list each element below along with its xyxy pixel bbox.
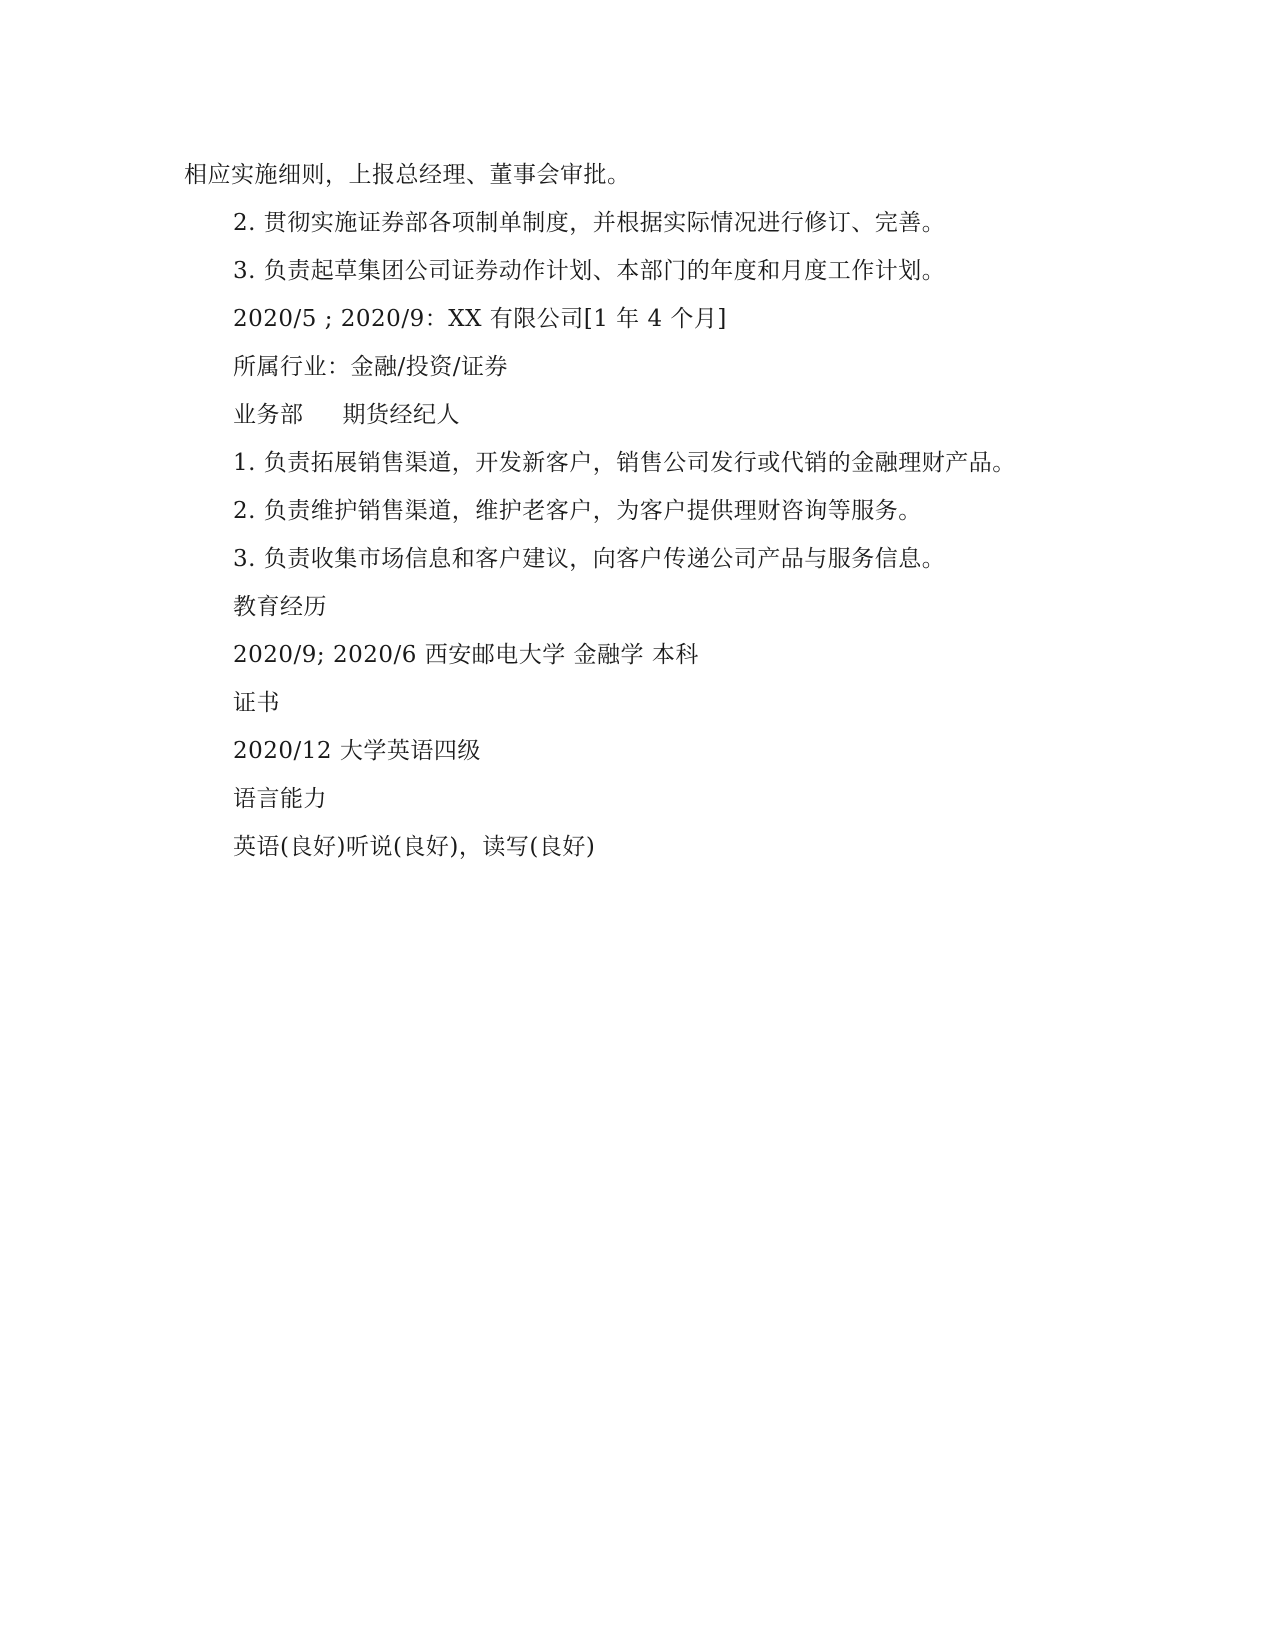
text-line-continuation: 相应实施细则，上报总经理、董事会审批。 [184,162,631,188]
text-line-task-1: 1. 负责拓展销售渠道，开发新客户，销售公司发行或代销的金融理财产品。 [233,450,1016,476]
text-line-language-entry: 英语(良好)听说(良好)，读写(良好) [233,834,596,860]
section-heading-language: 语言能力 [233,786,327,812]
text-line-industry: 所属行业：金融/投资/证券 [233,354,508,380]
section-heading-certificates: 证书 [233,690,280,716]
text-line-job-period: 2020/5 ; 2020/9：XX 有限公司[1 年 4 个月] [233,306,727,332]
section-heading-education: 教育经历 [233,594,327,620]
text-line-duty-2: 2. 贯彻实施证券部各项制单制度，并根据实际情况进行修订、完善。 [233,210,946,236]
text-line-task-3: 3. 负责收集市场信息和客户建议，向客户传递公司产品与服务信息。 [233,546,946,572]
text-line-duty-3: 3. 负责起草集团公司证券动作计划、本部门的年度和月度工作计划。 [233,258,946,284]
text-line-department-position: 业务部 期货经纪人 [233,402,461,428]
text-line-task-2: 2. 负责维护销售渠道，维护老客户，为客户提供理财咨询等服务。 [233,498,922,524]
text-line-education-entry: 2020/9; 2020/6 西安邮电大学 金融学 本科 [233,642,699,668]
text-line-certificate-entry: 2020/12 大学英语四级 [233,738,481,764]
